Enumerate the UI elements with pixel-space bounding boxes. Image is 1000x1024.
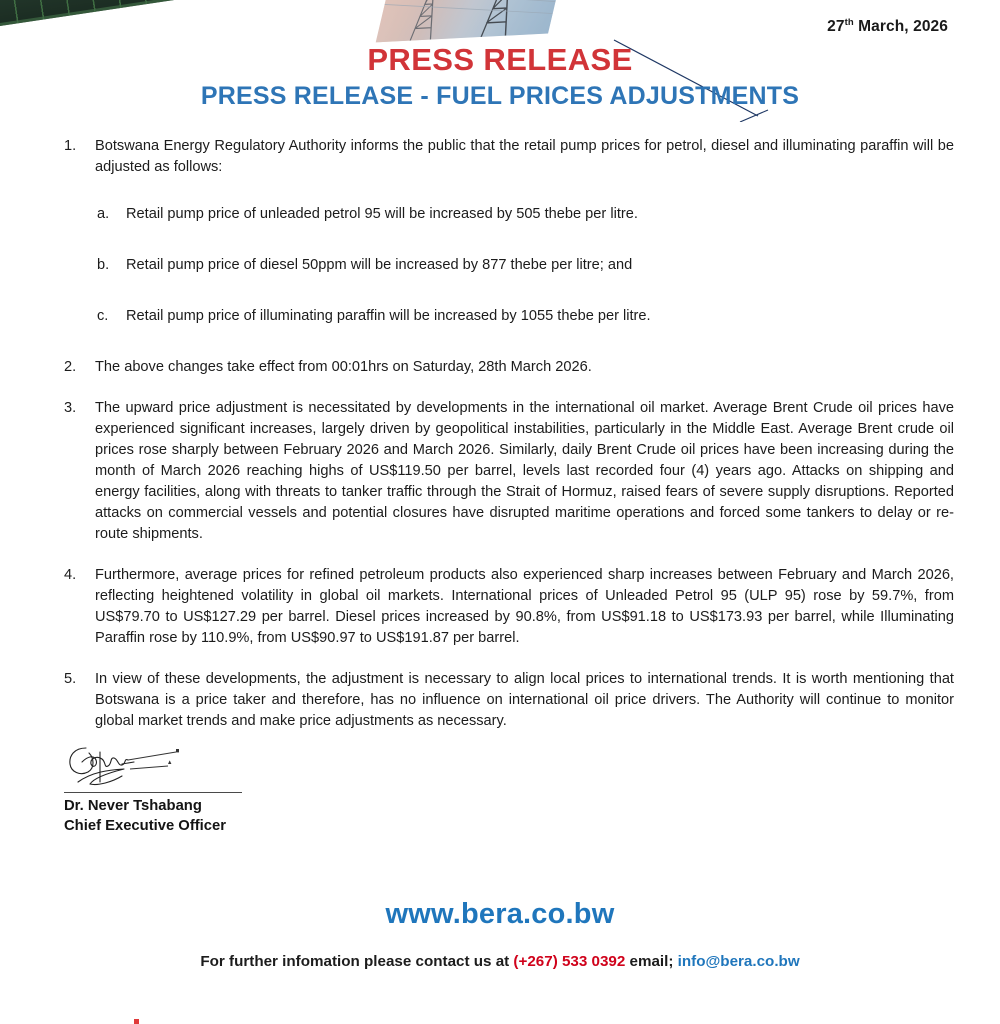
clause-3-marker: 3. — [64, 400, 77, 416]
transmission-tower-image — [376, 0, 567, 42]
document-footer — [0, 898, 1000, 970]
contact-phone[interactable]: (+267) 533 0392 — [513, 953, 626, 970]
clause-1-sub-c-marker: c. — [97, 308, 109, 324]
date-ordinal-suffix: th — [844, 17, 854, 28]
clause-4 — [64, 565, 954, 649]
footer-graphic-speck — [134, 1019, 139, 1024]
page-subtitle: PRESS RELEASE - FUEL PRICES ADJUSTMENTS — [200, 82, 800, 110]
clause-1-sub-c — [64, 306, 954, 327]
handwritten-signature-icon — [64, 742, 254, 790]
clause-5-text: In view of these developments, the adjustment is necessary to align local prices to international trends. It is worth mentioning that Botswana is a price taker and therefore, has no influence on international oil price drivers. The Authority will continue to monitor global market trends and make price adjustments as necessary. — [95, 671, 954, 729]
page-title: PRESS RELEASE — [367, 42, 633, 77]
solar-panel-image — [0, 0, 229, 27]
clause-1-sub-c-text: Retail pump price of illuminating paraffin will be increased by 1055 thebe per litre. — [126, 308, 651, 324]
clause-1-sub-b — [64, 255, 954, 276]
signatory-name: Dr. Never Tshabang — [64, 798, 202, 814]
clause-1-sub-a-text: Retail pump price of unleaded petrol 95 will be increased by 505 thebe per litre. — [126, 206, 638, 222]
clause-4-text: Furthermore, average prices for refined petroleum products also experienced sharp increases between February and March 2026, reflecting heightened volatility in global oil markets. International prices of Unleaded Petrol 95 (ULP 95) rose by 59.7%, from US$79.70 to US$127.29 per barrel. Diesel prices increased by 90.8%, from US$91.18 to US$173.93 per barrel, while Illuminating Paraffin rose by 110.9%, from US$90.97 to US$191.87 per barrel. — [95, 567, 954, 646]
document-date — [827, 17, 948, 36]
clause-5 — [64, 669, 954, 732]
clause-2-text: The above changes take effect from 00:01hrs on Saturday, 28th March 2026. — [95, 359, 592, 375]
contact-mid-text: email; — [625, 953, 678, 970]
clause-3-text: The upward price adjustment is necessitated by developments in the international oil market. Average Brent Crude oil prices have experienced significant increases, largely driven by geopolitical instabilities, particularly in the Middle East. Average Brent crude oil prices rose sharply between February 2026 and March 2026. Similarly, daily Brent Crude oil prices have been increasing during the month of March 2026 reaching highs of US$119.50 per barrel, levels last recorded four (4) years ago. Attacks on shipping and energy facilities, along with threats to tanker traffic through the Strait of Hormuz, raised fears of severe supply disruptions. Reported attacks on commercial vessels and potential closures have disrupted maritime operations and forced some tankers to delay or re-route shipments. — [95, 400, 954, 542]
clause-1-sub-b-marker: b. — [97, 257, 110, 273]
clause-1-marker: 1. — [64, 138, 77, 154]
clause-2-marker: 2. — [64, 359, 77, 375]
clause-4-marker: 4. — [64, 567, 77, 583]
contact-email-link[interactable]: info@bera.co.bw — [677, 953, 800, 970]
clause-1-sublist — [64, 204, 954, 327]
clause-1-sub-b-text: Retail pump price of diesel 50ppm will be increased by 877 thebe per litre; and — [126, 257, 633, 273]
clause-1-sub-a — [64, 204, 954, 225]
clause-1 — [64, 136, 954, 178]
signature-rule — [64, 792, 242, 793]
clause-1-sub-a-marker: a. — [97, 206, 110, 222]
date-day: 27 — [827, 18, 845, 36]
clause-2 — [64, 357, 954, 378]
clause-1-text: Botswana Energy Regulatory Authority informs the public that the retail pump prices for petrol, diesel and illuminating paraffin will be adjusted as follows: — [95, 138, 954, 175]
document-body — [64, 136, 954, 752]
clause-3 — [64, 398, 954, 545]
signature-image — [64, 742, 254, 790]
clause-5-marker: 5. — [64, 671, 77, 687]
signatory-role: Chief Executive Officer — [64, 818, 226, 834]
website-url-link[interactable]: www.bera.co.bw — [385, 898, 615, 930]
contact-line — [0, 953, 1000, 970]
date-month-year: March, 2026 — [853, 18, 948, 36]
pylon-lattice-icon — [376, 0, 567, 42]
signature-block — [64, 742, 394, 836]
contact-prefix-text: For further infomation please contact us at — [200, 953, 514, 970]
